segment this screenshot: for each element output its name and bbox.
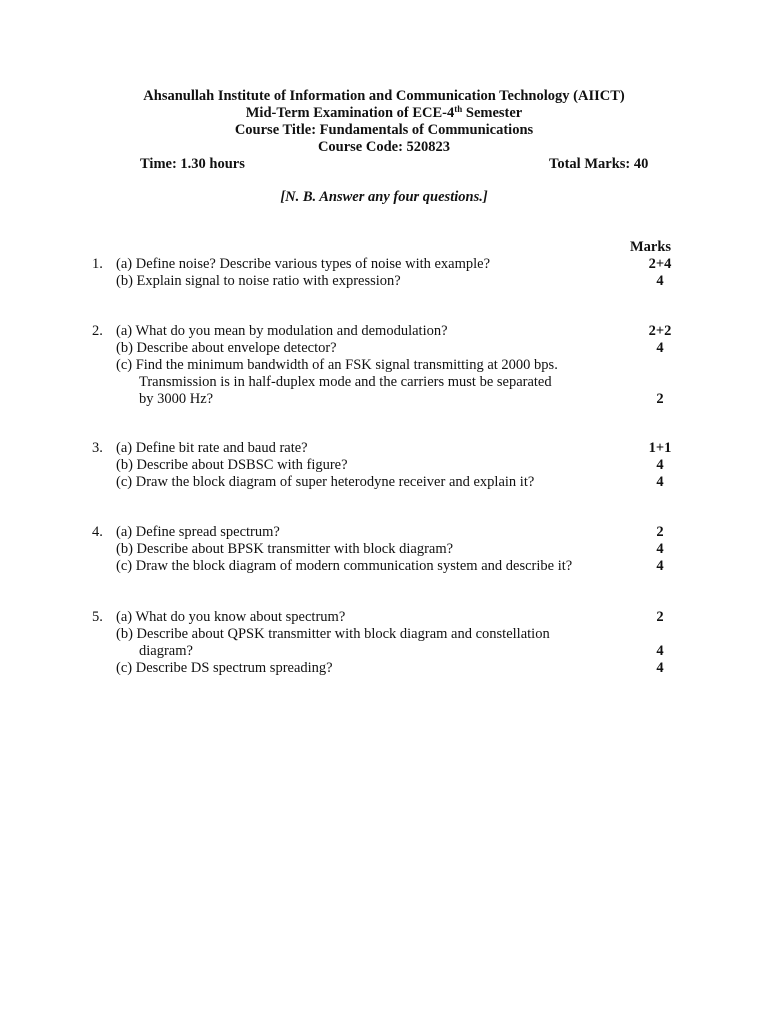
total-marks: Total Marks: 40 [549,156,649,172]
part-marks: 2+2 [648,323,672,339]
question-number: 3. [92,440,103,456]
institute-name: Ahsanullah Institute of Information and Communication Technology (AIICT) [143,88,625,104]
part-marks: 2+4 [648,256,672,272]
question-part-text: (a) Define bit rate and baud rate? [116,440,308,456]
question-part-text: (a) What do you mean by modulation and demodulation? [116,323,448,339]
question-part-text: (a) What do you know about spectrum? [116,609,346,625]
question-part-text: (b) Describe about BPSK transmitter with block diagram? [116,541,454,557]
question-number: 4. [92,524,103,540]
part-marks: 4 [656,558,664,574]
question-number: 2. [92,323,103,339]
question-part-continuation: by 3000 Hz? [139,391,214,407]
exam-title [0,105,768,122]
question-part-continuation: diagram? [139,643,193,659]
question-part-text: (c) Find the minimum bandwidth of an FSK signal transmitting at 2000 bps. [116,357,558,373]
part-marks: 4 [656,340,664,356]
part-marks: 4 [656,474,664,490]
part-marks: 4 [656,643,664,659]
exam-title-suffix: Semester [462,105,523,121]
part-marks: 2 [656,391,664,407]
exam-time: Time: 1.30 hours [140,156,245,172]
part-marks: 4 [656,457,664,473]
question-part-text: (c) Describe DS spectrum spreading? [116,660,333,676]
course-title: Course Title: Fundamentals of Communications [234,122,534,138]
question-number: 5. [92,609,103,625]
question-part-text: (c) Draw the block diagram of super heterodyne receiver and explain it? [116,474,535,490]
exam-title-prefix: Mid-Term Examination of ECE-4 [245,105,455,121]
exam-title-superscript: th [454,104,463,114]
part-marks: 1+1 [648,440,672,456]
instruction-note: [N. B. Answer any four questions.] [280,189,488,205]
question-part-text: (c) Draw the block diagram of modern communication system and describe it? [116,558,573,574]
question-part-text: (b) Explain signal to noise ratio with expression? [116,273,401,289]
question-part-text: (b) Describe about QPSK transmitter with block diagram and constellation [116,626,550,642]
question-part-text: (b) Describe about envelope detector? [116,340,337,356]
part-marks: 2 [656,524,664,540]
question-part-text: (a) Define noise? Describe various types of noise with example? [116,256,491,272]
part-marks: 2 [656,609,664,625]
question-part-continuation: Transmission is in half-duplex mode and the carriers must be separated [139,374,552,390]
question-part-text: (b) Describe about DSBSC with figure? [116,457,348,473]
course-code: Course Code: 520823 [317,139,451,155]
part-marks: 4 [656,273,664,289]
marks-column-heading: Marks [630,239,672,255]
part-marks: 4 [656,541,664,557]
question-number: 1. [92,256,103,272]
question-part-text: (a) Define spread spectrum? [116,524,280,540]
part-marks: 4 [656,660,664,676]
